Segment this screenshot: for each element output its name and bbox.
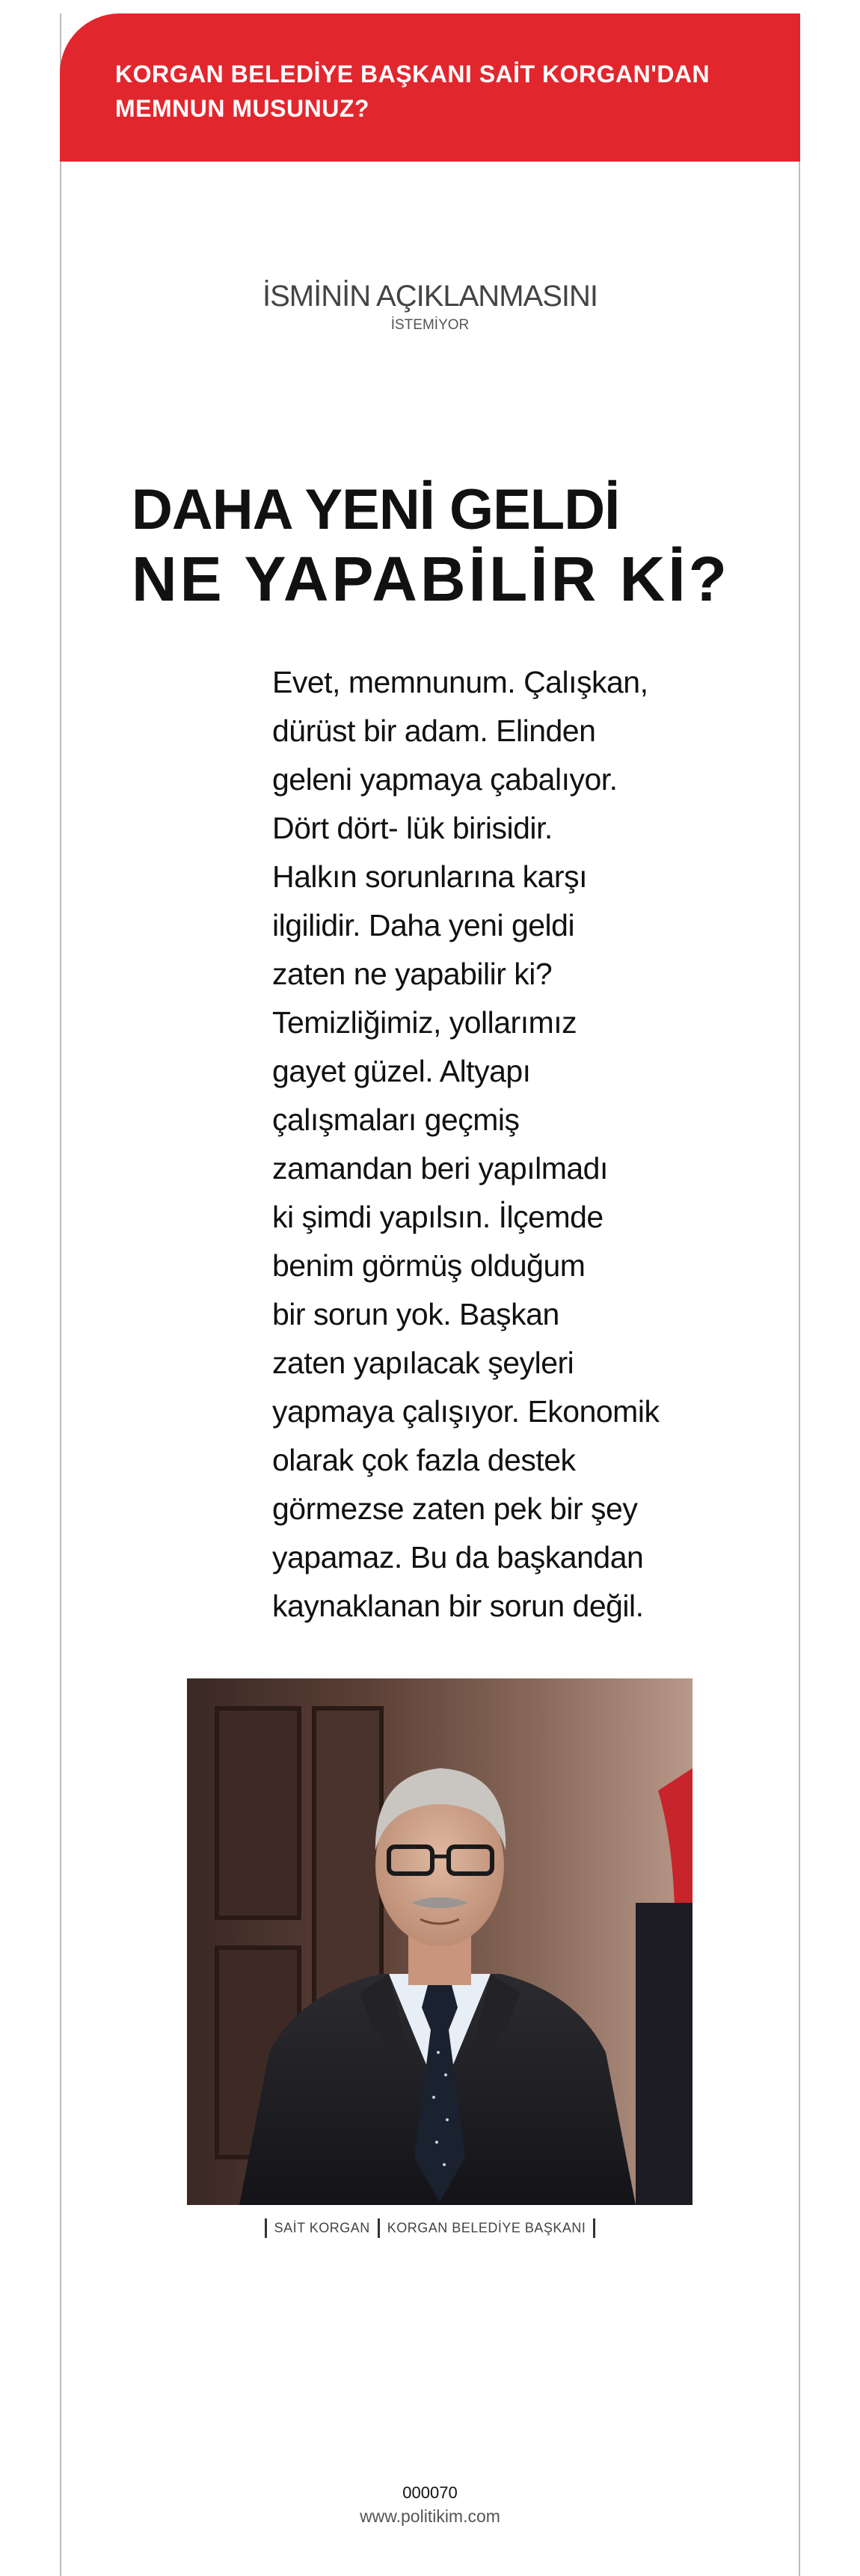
headline-line-2: NE YAPABİLİR Kİ? [132, 544, 730, 614]
website-link[interactable]: www.politikim.com [360, 2506, 500, 2526]
caption-name: SAİT KORGAN [274, 2220, 370, 2236]
respondent-anonymous-label: İSMİNİN AÇIKLANMASINI [262, 280, 598, 313]
headline-line-1: DAHA YENİ GELDİ [132, 478, 620, 542]
body-line: zaten yapılacak şeyleri [272, 1346, 574, 1380]
headline [132, 479, 790, 616]
body-line: çalışmaları geçmiş [272, 1103, 520, 1137]
body-line: görmezse zaten pek bir şey [272, 1491, 638, 1526]
respondent-label [0, 278, 860, 334]
body-line: Temizliğimiz, yollarımız [272, 1005, 577, 1040]
body-line: ilgilidir. Daha yeni geldi [272, 908, 575, 942]
page-code: 000070 [402, 2483, 458, 2502]
body-text [272, 658, 691, 1631]
body-line: olarak çok fazla destek [272, 1443, 576, 1477]
caption-role: KORGAN BELEDİYE BAŞKANI [387, 2220, 586, 2236]
title-banner [60, 13, 800, 162]
body-line: Evet, memnunum. Çalışkan, [272, 665, 648, 699]
body-line: yapamaz. Bu da başkandan [272, 1540, 644, 1574]
body-line: Halkın sorunlarına karşı [272, 859, 587, 894]
banner-title: KORGAN BELEDİYE BAŞKANI SAİT KORGAN'DAN MEMNUN MUSUNUZ? [115, 61, 710, 122]
body-line: yapmaya çalışıyor. Ekonomik [272, 1394, 660, 1429]
photo-caption [0, 2218, 860, 2238]
footer [0, 2482, 860, 2528]
respondent-anonymous-sublabel: İSTEMİYOR [390, 317, 470, 333]
body-line: benim görmüş olduğum [272, 1248, 586, 1283]
body-line: geleni yapmaya çabalıyor. [272, 762, 618, 797]
body-line: Dört dört- lük birisidir. [272, 811, 553, 845]
body-line: zaten ne yapabilir ki? [272, 957, 553, 991]
body-line: zamandan beri yapılmadı [272, 1151, 608, 1186]
body-line: kaynaklanan bir sorun değil. [272, 1589, 644, 1623]
caption-separator [378, 2218, 380, 2238]
body-line: ki şimdi yapılsın. İlçemde [272, 1200, 603, 1234]
body-line: gayet güzel. Altyapı [272, 1054, 531, 1088]
caption-separator [265, 2218, 267, 2238]
body-line: dürüst bir adam. Elinden [272, 714, 596, 748]
portrait-photo [187, 1678, 692, 2205]
body-line: bir sorun yok. Başkan [272, 1297, 559, 1331]
caption-separator [593, 2218, 595, 2238]
